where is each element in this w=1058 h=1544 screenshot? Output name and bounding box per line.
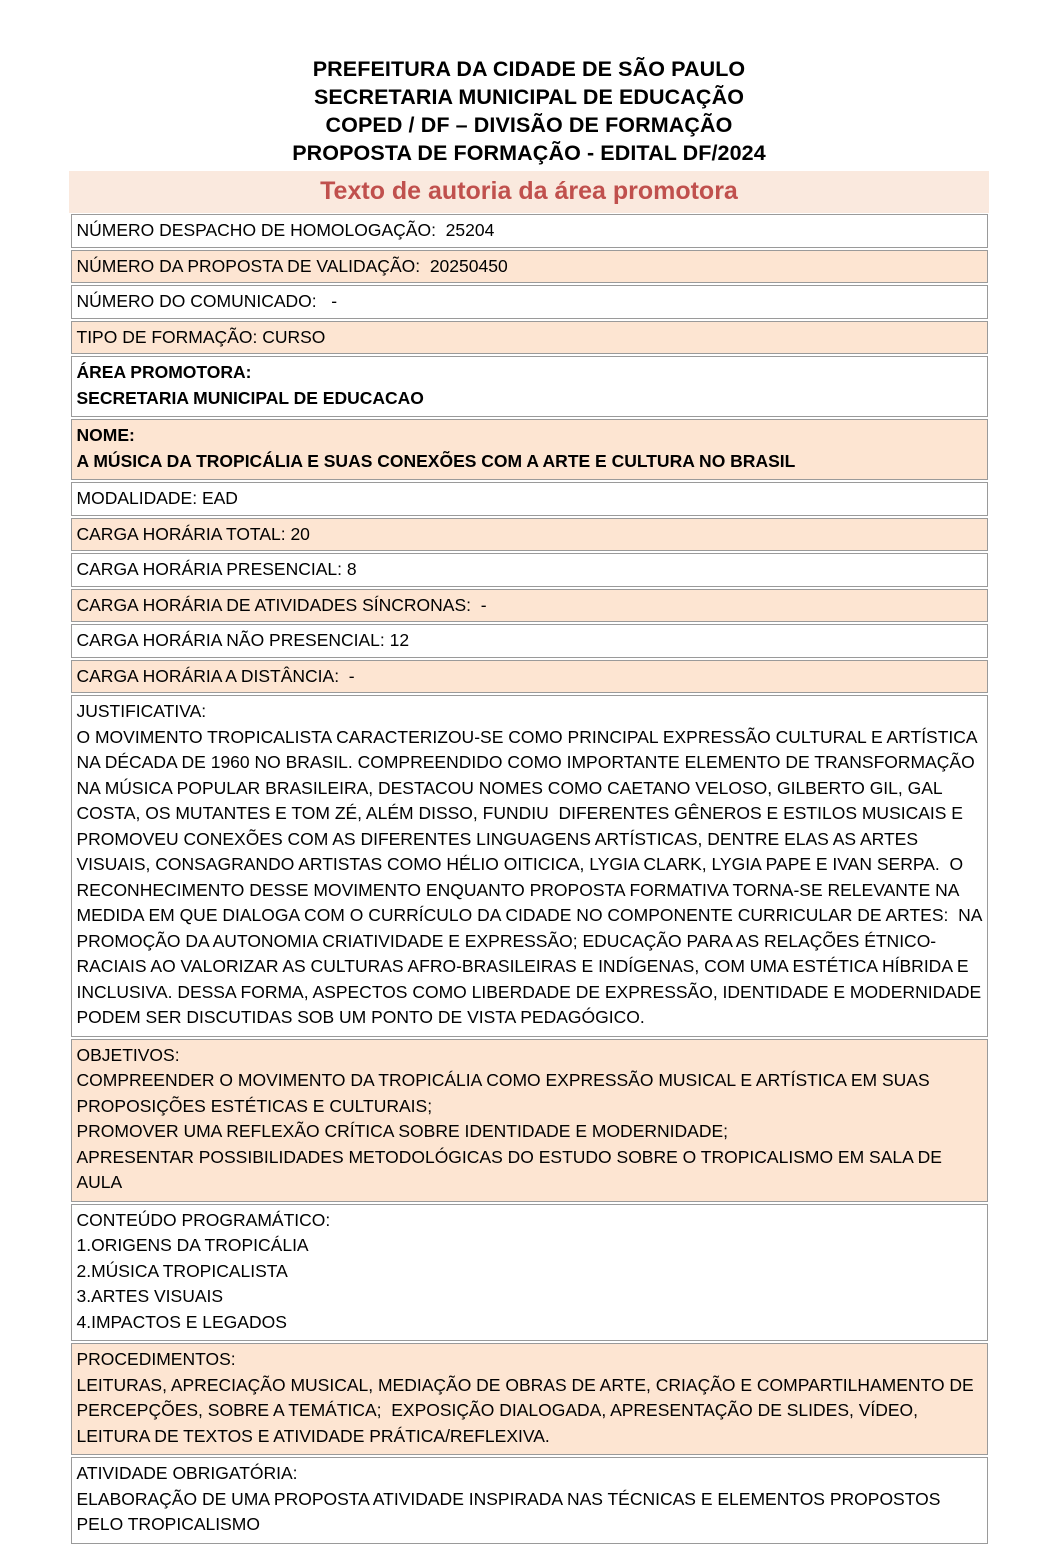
form-row-numero-comunicado: [71, 285, 988, 319]
form-row-objetivos-line-2: COMPREENDER O MOVIMENTO DA TROPICÁLIA COMO EXPRESSÃO MUSICAL E ARTÍSTICA EM SUAS PROPOSIÇÕES ESTÉTICAS E CULTURAIS;: [76, 1070, 935, 1116]
header-line-4: PROPOSTA DE FORMAÇÃO - EDITAL DF/2024: [292, 141, 766, 165]
form-row-procedimentos-line-2: LEITURAS, APRECIAÇÃO MUSICAL, MEDIAÇÃO DE OBRAS DE ARTE, CRIAÇÃO E COMPARTILHAMENTO DE PERCEPÇÕES, SOBRE A TEMÁTICA; EXPOSIÇÃO DIALOGADA, APRESENTAÇÃO DE SLIDES, VÍDEO, LEITURA DE TEXTOS E ATIVIDADE PRÁTICA/REFLEXIVA.: [76, 1374, 979, 1446]
form-row-modalidade-line-1: MODALIDADE: EAD: [76, 488, 238, 508]
form-row-carga-horaria-presencial: [71, 553, 988, 587]
form-row-carga-horaria-total-line-1: CARGA HORÁRIA TOTAL: 20: [76, 523, 310, 544]
proposal-form-table: [71, 214, 988, 1544]
form-row-carga-horaria-a-distancia: [71, 660, 988, 694]
authorship-banner-text: Texto de autoria da área promotora: [320, 177, 738, 205]
form-row-atividade-obrigatoria-line-2: ELABORAÇÃO DE UMA PROPOSTA ATIVIDADE INSPIRADA NAS TÉCNICAS E ELEMENTOS PROPOSTOS PELO TROPICALISMO: [76, 1488, 946, 1534]
form-row-objetivos-line-4: APRESENTAR POSSIBILIDADES METODOLÓGICAS DO ESTUDO SOBRE O TROPICALISMO EM SALA DE AULA: [76, 1146, 946, 1192]
header-line-1: PREFEITURA DA CIDADE DE SÃO PAULO: [312, 57, 746, 81]
form-row-carga-horaria-nao-presencial: [71, 624, 988, 658]
form-row-nome-line-2: A MÚSICA DA TROPICÁLIA E SUAS CONEXÕES COM A ARTE E CULTURA NO BRASIL: [76, 450, 796, 471]
form-row-carga-horaria-atividades-sincronas: [71, 589, 988, 623]
authorship-banner: [69, 171, 989, 213]
form-row-numero-comunicado-line-1: NÚMERO DO COMUNICADO: -: [76, 291, 338, 311]
form-row-carga-horaria-presencial-line-1: CARGA HORÁRIA PRESENCIAL: 8: [76, 559, 357, 579]
form-row-procedimentos-line-1: PROCEDIMENTOS:: [76, 1349, 236, 1369]
form-row-carga-horaria-a-distancia-line-1: CARGA HORÁRIA A DISTÂNCIA: -: [76, 665, 355, 686]
document-header: [0, 0, 1058, 167]
form-row-objetivos-line-1: OBJETIVOS:: [76, 1044, 180, 1065]
header-line-2: SECRETARIA MUNICIPAL DE EDUCAÇÃO: [313, 85, 745, 109]
form-row-justificativa-line-2: O MOVIMENTO TROPICALISTA CARACTERIZOU-SE COMO PRINCIPAL EXPRESSÃO CULTURAL E ARTÍSTICA NA DÉCADA DE 1960 NO BRASIL. COMPREENDIDO COMO IMPORTANTE ELEMENTO DE TRANSFORMAÇÃO NA MÚSICA POPULAR BRASILEIRA, DESTACOU NOMES COMO CAETANO VELOSO, GILBERTO GIL, GAL COSTA, OS MUTANTES E TOM ZÉ, ALÉM DISSO, FUNDIU DIFERENTES GÊNEROS E ESTILOS MUSICAIS E PROMOVEU CONEXÕES COM AS DIFERENTES LINGUAGENS ARTÍSTICAS, DENTRE ELAS AS ARTES VISUAIS, CONSAGRANDO ARTISTAS COMO HÉLIO OITICICA, LYGIA CLARK, LYGIA PAPE E IVAN SERPA. O RECONHECIMENTO DESSE MOVIMENTO ENQUANTO PROPOSTA FORMATIVA TORNA-SE RELEVANTE NA MEDIDA EM QUE DIALOGA COM O CURRÍCULO DA CIDADE NO COMPONENTE CURRICULAR DE ARTES: NA PROMOÇÃO DA AUTONOMIA CRIATIVIDADE E EXPRESSÃO; EDUCAÇÃO PARA AS RELAÇÕES ÉTNICO-RACIAIS AO VALORIZAR AS CULTURAS AFRO-BRASILEIRAS E INDÍGENAS, COM UMA ESTÉTICA HÍBRIDA E INCLUSIVA. DESSA FORMA, ASPECTOS COMO LIBERDADE DE EXPRESSÃO, IDENTIDADE E MODERNIDADE PODEM SER DISCUTIDAS SOB UM PONTO DE VISTA PEDAGÓGICO.: [76, 726, 987, 1027]
form-row-nome: [71, 419, 988, 480]
form-row-justificativa: [71, 695, 988, 1037]
form-row-carga-horaria-total: [71, 518, 988, 552]
form-row-carga-horaria-atividades-sincronas-line-1: CARGA HORÁRIA DE ATIVIDADES SÍNCRONAS: -: [76, 594, 487, 615]
form-row-procedimentos: [71, 1343, 988, 1455]
form-row-conteudo-programatico-line-2: 1.ORIGENS DA TROPICÁLIA: [76, 1235, 309, 1255]
form-row-numero-proposta-validacao: [71, 250, 988, 284]
form-row-numero-proposta-validacao-line-1: NÚMERO DA PROPOSTA DE VALIDAÇÃO: 20250450: [76, 255, 508, 276]
form-row-conteudo-programatico-line-1: CONTEÚDO PROGRAMÁTICO:: [76, 1209, 331, 1230]
form-row-numero-despacho-homologacao: [71, 214, 988, 248]
form-row-atividade-obrigatoria: [71, 1457, 988, 1544]
form-row-objetivos-line-3: PROMOVER UMA REFLEXÃO CRÍTICA SOBRE IDENTIDADE E MODERNIDADE;: [76, 1121, 728, 1141]
form-row-area-promotora-line-1: ÁREA PROMOTORA:: [76, 362, 252, 382]
form-row-carga-horaria-nao-presencial-line-1: CARGA HORÁRIA NÃO PRESENCIAL: 12: [76, 630, 410, 650]
form-row-tipo-de-formacao: [71, 321, 988, 355]
form-row-conteudo-programatico-line-3: 2.MÚSICA TROPICALISTA: [76, 1260, 288, 1281]
form-row-tipo-de-formacao-line-1: TIPO DE FORMAÇÃO: CURSO: [76, 326, 326, 347]
form-row-modalidade: [71, 482, 988, 516]
form-row-area-promotora-line-2: SECRETARIA MUNICIPAL DE EDUCACAO: [76, 387, 424, 408]
form-row-justificativa-line-1: JUSTIFICATIVA:: [76, 701, 207, 721]
header-line-3: COPED / DF – DIVISÃO DE FORMAÇÃO: [325, 113, 733, 137]
form-row-atividade-obrigatoria-line-1: ATIVIDADE OBRIGATÓRIA:: [76, 1463, 298, 1483]
form-row-area-promotora: [71, 356, 988, 417]
form-row-conteudo-programatico-line-4: 3.ARTES VISUAIS: [76, 1286, 224, 1306]
form-row-conteudo-programatico-line-5: 4.IMPACTOS E LEGADOS: [76, 1311, 287, 1332]
form-row-objetivos: [71, 1039, 988, 1202]
form-row-conteudo-programatico: [71, 1204, 988, 1342]
form-row-numero-despacho-homologacao-line-1: NÚMERO DESPACHO DE HOMOLOGAÇÃO: 25204: [76, 220, 495, 240]
form-row-nome-line-1: NOME:: [76, 425, 135, 445]
